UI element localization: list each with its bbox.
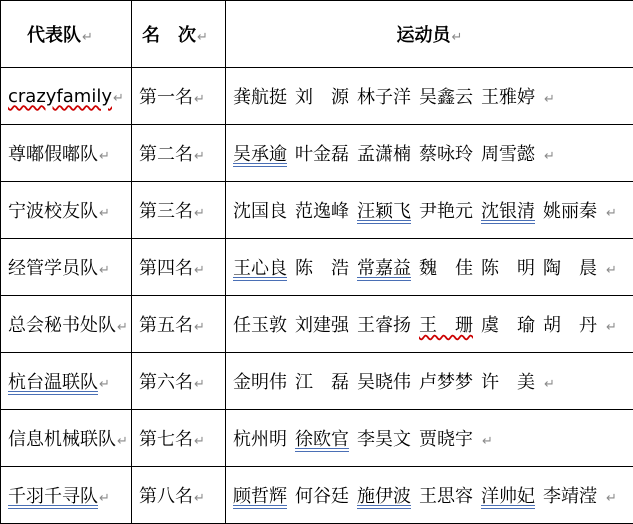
athlete-name: 吴鑫云 <box>419 87 473 108</box>
rank-cell <box>132 467 226 524</box>
return-mark: ↵ <box>482 434 493 449</box>
rank-label: 第五名 <box>139 315 193 336</box>
team-cell <box>1 296 132 353</box>
team-name: 千羽千寻队 <box>8 486 98 507</box>
athlete-name: 王思容 <box>419 486 473 507</box>
return-mark: ↵ <box>99 263 110 278</box>
athlete-name: 李昊文 <box>357 429 411 450</box>
athlete-name: 顾哲辉 <box>233 486 287 507</box>
rank-cell <box>132 296 226 353</box>
return-mark: ↵ <box>194 320 205 335</box>
rank-cell <box>132 353 226 410</box>
athlete-name: 常嘉益 <box>357 258 411 279</box>
return-mark: ↵ <box>606 320 617 335</box>
return-mark: ↵ <box>99 491 110 506</box>
athletes-cell <box>226 410 633 467</box>
athlete-name: 龚航挺 <box>233 87 287 108</box>
table-row <box>1 353 633 410</box>
athlete-name: 魏 佳 <box>419 258 473 279</box>
athlete-name: 徐欧官 <box>295 429 349 450</box>
return-mark: ↵ <box>194 434 205 449</box>
athlete-name: 吴晓伟 <box>357 372 411 393</box>
return-mark: ↵ <box>99 149 110 164</box>
athlete-name: 胡 丹 <box>543 315 597 336</box>
return-mark: ↵ <box>606 206 617 221</box>
athlete-name: 江 磊 <box>295 372 349 393</box>
athlete-name: 贾晓宇 <box>419 429 473 450</box>
athlete-name: 陈 浩 <box>295 258 349 279</box>
athlete-name: 周雪懿 <box>481 144 535 165</box>
rank-label: 第三名 <box>139 201 193 222</box>
athlete-name: 尹艳元 <box>419 201 473 222</box>
athlete-name: 范逸峰 <box>295 201 349 222</box>
return-mark: ↵ <box>117 320 128 335</box>
team-cell <box>1 125 132 182</box>
table-row <box>1 467 633 524</box>
athlete-name: 王心良 <box>233 258 287 279</box>
return-mark: ↵ <box>194 263 205 278</box>
athlete-name: 洋帅妃 <box>481 486 535 507</box>
rank-cell <box>132 239 226 296</box>
team-cell <box>1 353 132 410</box>
team-name: 杭台温联队 <box>8 372 98 393</box>
team-cell <box>1 68 132 125</box>
athlete-name: 孟潇楠 <box>357 144 411 165</box>
team-name: crazyfamily <box>8 86 112 107</box>
return-mark: ↵ <box>117 434 128 449</box>
team-cell <box>1 467 132 524</box>
athlete-name: 蔡咏玲 <box>419 144 473 165</box>
table-header-row <box>1 1 633 68</box>
table-row <box>1 410 633 467</box>
athlete-name: 许 美 <box>481 372 535 393</box>
header-team: 代表队↵ <box>1 1 132 68</box>
athlete-name: 汪颖飞 <box>357 201 411 222</box>
return-mark: ↵ <box>194 206 205 221</box>
return-mark: ↵ <box>99 206 110 221</box>
athlete-name: 王雅婷 <box>481 87 535 108</box>
header-athletes: 运动员↵ <box>226 1 633 68</box>
athlete-name: 金明伟 <box>233 372 287 393</box>
return-mark: ↵ <box>452 30 463 45</box>
rank-cell <box>132 68 226 125</box>
team-cell <box>1 410 132 467</box>
header-rank: 名 次↵ <box>132 1 226 68</box>
athlete-name: 姚丽秦 <box>543 201 597 222</box>
team-name: 信息机械联队 <box>8 429 116 450</box>
rank-label: 第一名 <box>139 87 193 108</box>
athlete-name: 林子洋 <box>357 87 411 108</box>
athlete-name: 刘建强 <box>295 315 349 336</box>
athlete-name: 王 珊 <box>419 315 473 336</box>
rank-cell <box>132 410 226 467</box>
return-mark: ↵ <box>194 491 205 506</box>
table-row <box>1 182 633 239</box>
team-cell <box>1 182 132 239</box>
team-name: 经管学员队 <box>8 258 98 279</box>
rank-label: 第七名 <box>139 429 193 450</box>
athlete-name: 杭州明 <box>233 429 287 450</box>
athlete-name: 施伊波 <box>357 486 411 507</box>
athletes-cell <box>226 182 633 239</box>
athletes-cell <box>226 68 633 125</box>
rank-label: 第八名 <box>139 486 193 507</box>
team-name: 宁波校友队 <box>8 201 98 222</box>
athlete-name: 陈 明 <box>481 258 535 279</box>
table-row <box>1 296 633 353</box>
athletes-cell <box>226 125 633 182</box>
athletes-cell <box>226 353 633 410</box>
table-row <box>1 239 633 296</box>
athlete-name: 叶金磊 <box>295 144 349 165</box>
return-mark: ↵ <box>606 491 617 506</box>
team-cell <box>1 239 132 296</box>
athlete-name: 沈国良 <box>233 201 287 222</box>
return-mark: ↵ <box>194 377 205 392</box>
athlete-name: 陶 晨 <box>543 258 597 279</box>
athlete-name: 虞 瑜 <box>481 315 535 336</box>
return-mark: ↵ <box>82 30 93 45</box>
return-mark: ↵ <box>544 377 555 392</box>
rank-label: 第四名 <box>139 258 193 279</box>
athlete-name: 李靖滢 <box>543 486 597 507</box>
team-name: 尊嘟假嘟队 <box>8 144 98 165</box>
rank-label: 第六名 <box>139 372 193 393</box>
return-mark: ↵ <box>194 92 205 107</box>
athlete-name: 王睿扬 <box>357 315 411 336</box>
athletes-cell <box>226 467 633 524</box>
return-mark: ↵ <box>544 149 555 164</box>
rank-cell <box>132 182 226 239</box>
athlete-name: 任玉敦 <box>233 315 287 336</box>
return-mark: ↵ <box>99 377 110 392</box>
athlete-name: 刘 源 <box>295 87 349 108</box>
athlete-name: 何谷廷 <box>295 486 349 507</box>
team-name: 总会秘书处队 <box>8 315 116 336</box>
athletes-cell <box>226 296 633 353</box>
athlete-name: 卢梦梦 <box>419 372 473 393</box>
return-mark: ↵ <box>606 263 617 278</box>
table-row <box>1 68 633 125</box>
table-row <box>1 125 633 182</box>
return-mark: ↵ <box>544 92 555 107</box>
return-mark: ↵ <box>194 149 205 164</box>
athlete-name: 吴承逾 <box>233 144 287 165</box>
athletes-cell <box>226 239 633 296</box>
rank-label: 第二名 <box>139 144 193 165</box>
athlete-name: 沈银清 <box>481 201 535 222</box>
rank-cell <box>132 125 226 182</box>
return-mark: ↵ <box>113 91 124 106</box>
return-mark: ↵ <box>197 30 208 45</box>
